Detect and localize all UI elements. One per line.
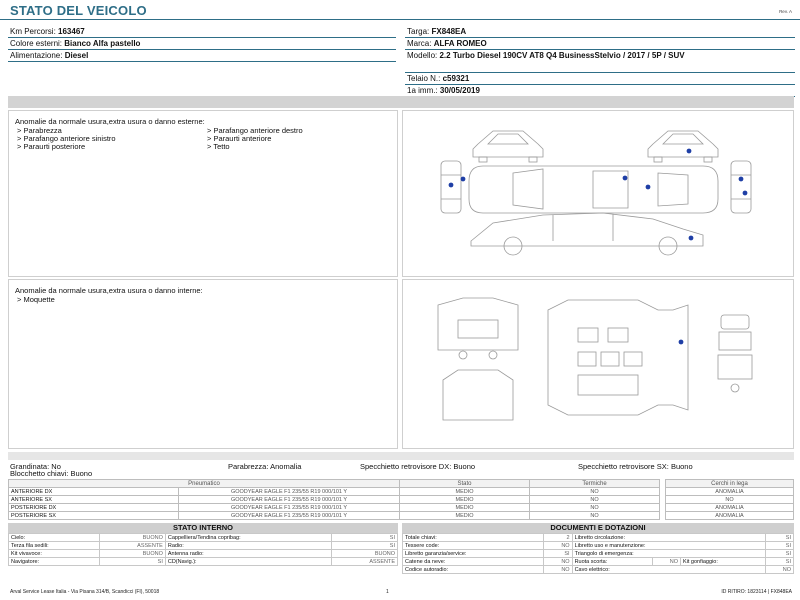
grandinata-text: Grandinata: No [10,462,61,471]
damage-item: > Parafango anteriore sinistro [17,134,116,143]
table-row: Catene da neve: NO Ruota scorta: NO Kit gonfiaggio: SI [403,558,794,566]
table-row: Tessere code: NO Libretto uso e manutenzione: SI [403,542,794,550]
col-header-pneumatico: Pneumatico [9,480,400,488]
footer-address: Arval Service Lease Italia - Via Pisana 314/B, Scandicci (FI), 50018 [10,589,160,595]
telaio-row: Telaio N.: c59321 [405,73,795,85]
table-row: Kit vivavoce: BUONO Antenna radio: BUONO [9,550,398,558]
table-row: Codice autoradio: NO Cavo elettrico: NO [403,566,794,574]
car-front-view-icon [473,131,543,162]
damage-item: > Moquette [17,295,55,304]
title-divider [0,19,800,20]
stato-interno-section [8,523,398,566]
footer-page-number: 1 [386,589,389,595]
col-header-cerchi: Cerchi in lega [666,480,794,488]
table-row: Totale chiavi: 2 Libretto circolazione: SI [403,534,794,542]
colore-value: Bianco Alfa pastello [64,39,141,48]
targa-value: FX848EA [431,27,467,36]
alimentazione-value: Diesel [64,51,89,60]
footer-id-ritiro: ID RITIRO: 1823114 | FX848EA [721,589,792,595]
front-seat-view-icon [718,315,752,392]
car-top-plan-icon [469,166,718,213]
rear-window-view-icon [443,370,513,420]
table-row: ANOMALIA [666,504,794,512]
external-damage-col-1 [17,127,207,151]
parabrezza-text: Parabrezza: Anomalia [228,462,302,471]
internal-damage-list [9,295,397,304]
vehicle-info-right [405,26,795,97]
immatricolazione-row: 1a imm.: 30/05/2019 [405,85,795,97]
interior-plan-icon [548,300,688,415]
vehicle-info-left [8,26,396,62]
specchietto-dx-text: Specchietto retrovisore DX: Buono [360,462,476,471]
damage-item: > Parafango anteriore destro [207,126,303,135]
car-side-view-icon [471,213,703,255]
km-value: 163467 [58,27,85,36]
table-row: ANTERIORE DX GOODYEAR EAGLE F1 235/55 R19 000/101 Y MEDIO NO [9,488,660,496]
internal-damage-panel [8,279,398,449]
table-row: POSTERIORE SX GOODYEAR EAGLE F1 235/55 R19 000/101 Y MEDIO NO [9,512,660,520]
table-row: NO [666,496,794,504]
external-damage-panel [8,110,398,277]
internal-diagram-panel [402,279,794,449]
table-row: POSTERIORE DX GOODYEAR EAGLE F1 235/55 R19 000/101 Y MEDIO NO [9,504,660,512]
section-separator-bar [8,96,794,108]
damage-item: > Paraurti anteriore [207,134,272,143]
internal-damage-col-1 [17,296,210,304]
internal-damage-title: Anomalie da normale usura,extra usura o danno interne: [15,286,203,295]
targa-row: Targa: FX848EA [405,26,795,38]
blocchetto-text: Blocchetto chiavi: Buono [10,469,93,478]
table-row: Libretto garanzia/service: SI Triangolo di emergenza: SI [403,550,794,558]
modello-row: Modello: 2.2 Turbo Diesel 190CV AT8 Q4 BusinessStelvio / 2017 / 5P / SUV [405,50,795,73]
col-header-termiche: Termiche [530,480,660,488]
tyres-header-row [9,480,660,488]
stato-interno-title: STATO INTERNO [8,523,398,533]
external-damage-list [9,126,397,151]
documenti-table [402,533,794,574]
car-rear-view-icon [648,131,718,162]
car-exterior-diagram [403,111,795,278]
colore-row: Colore esterni: Bianco Alfa pastello [8,38,396,50]
table-row: Terza fila sedili: ASSENTE Radio: SI [9,542,398,550]
alimentazione-row: Alimentazione: Diesel [8,50,396,62]
table-row: ANTERIORE SX GOODYEAR EAGLE F1 235/55 R19 000/101 Y MEDIO NO [9,496,660,504]
damage-item: > Parabrezza [17,126,62,135]
documenti-title: DOCUMENTI E DOTAZIONI [402,523,794,533]
table-row: Cielo: BUONO Cappelliera/Tendina copribag: SI [9,534,398,542]
car-interior-diagram [403,280,795,450]
table-row: ANOMALIA [666,512,794,520]
km-row: Km Percorsi: 163467 [8,26,396,38]
table-row: Navigatore: SI CD(Navig.): ASSENTE [9,558,398,566]
col-header-stato: Stato [400,480,530,488]
table-row: ANOMALIA [666,488,794,496]
external-diagram-panel [402,110,794,277]
stato-interno-table [8,533,398,566]
cerchi-table [665,479,794,520]
external-damage-title: Anomalie da normale usura,extra usura o danno esterne: [15,117,205,126]
revision-label: Rev. A [779,9,792,14]
telaio-value: c59321 [442,74,470,83]
summary-separator [8,452,794,460]
tyres-table [8,479,660,520]
damage-item: > Tetto [207,142,230,151]
trunk-view-icon [438,298,518,359]
immatricolazione-value: 30/05/2019 [439,86,480,95]
damage-item: > Paraurti posteriore [17,142,86,151]
documenti-section [402,523,794,574]
external-damage-col-2 [207,127,397,151]
modello-value: 2.2 Turbo Diesel 190CV AT8 Q4 BusinessStelvio / 2017 / 5P / SUV [439,51,685,60]
marca-value: ALFA ROMEO [433,39,487,48]
marca-row: Marca: ALFA ROMEO [405,38,795,50]
specchietto-sx-text: Specchietto retrovisore SX: Buono [578,462,693,471]
car-right-plan-icon [731,161,751,213]
page-title: STATO DEL VEICOLO [10,3,147,18]
